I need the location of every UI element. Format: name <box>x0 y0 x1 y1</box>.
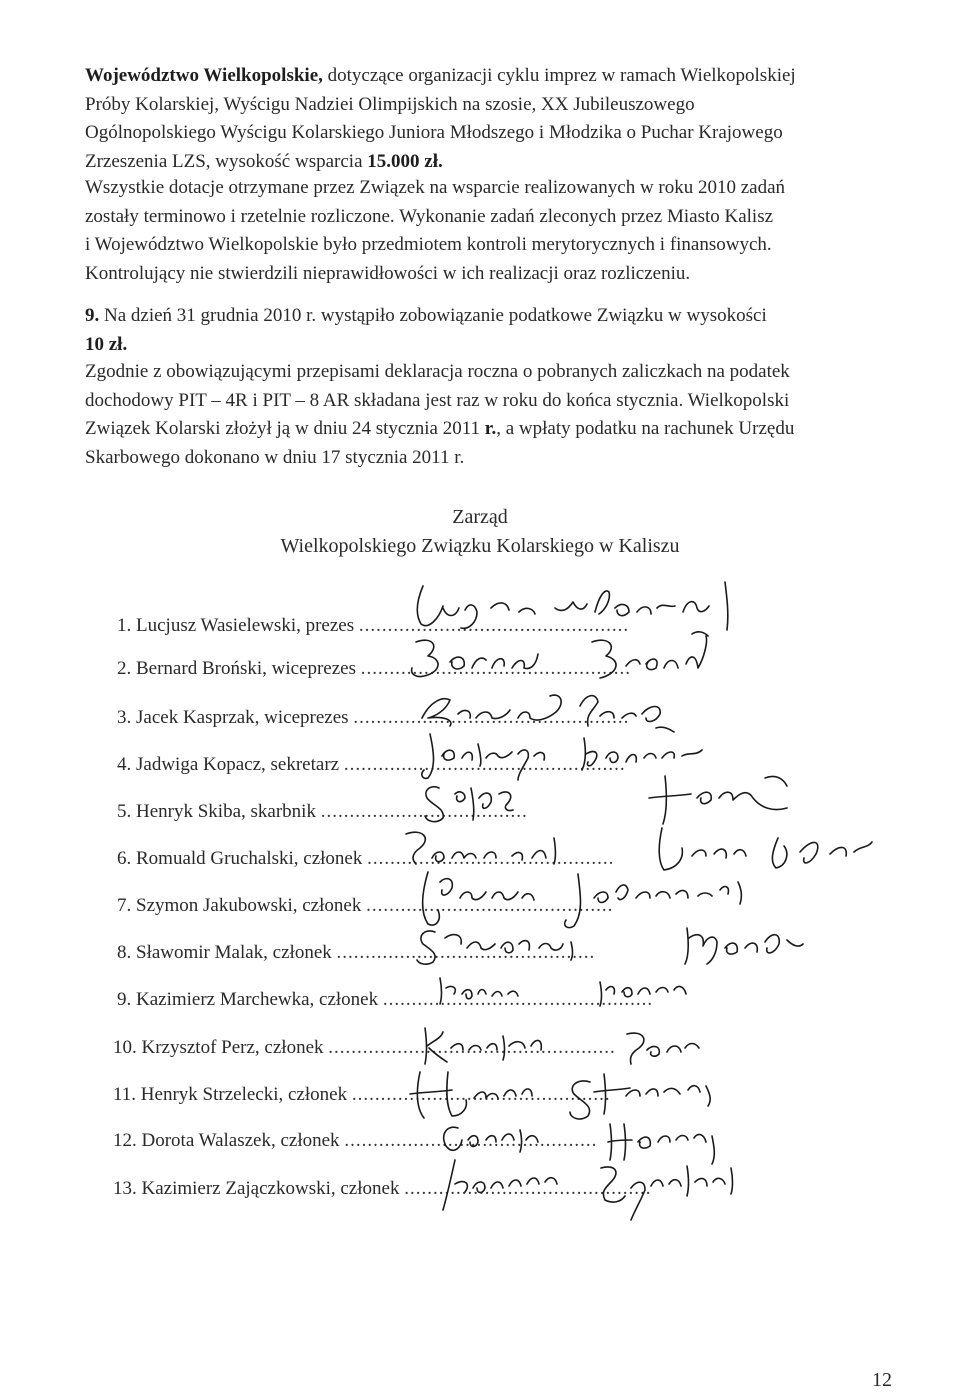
signature-line: ........................................... <box>367 848 615 869</box>
pit-line-3-bold: r. <box>484 418 497 439</box>
signature-8 <box>405 912 805 977</box>
intro-amount: 15.000 zł. <box>367 150 443 172</box>
point-9-text: Na dzień 31 grudnia 2010 r. wystąpiło zobowiązanie podatkowe Związku w wysokości <box>99 305 767 326</box>
signature-line: ................................................. <box>343 754 626 775</box>
member-number: 13. <box>113 1178 137 1199</box>
intro-line-2: Próby Kolarskiej, Wyścigu Nadziei Olimpijskich na szosie, XX Jubileuszowego <box>85 93 695 115</box>
member-number: 4. <box>117 754 132 775</box>
dotacje-line-2: zostały terminowo i rzetelnie rozliczone. Wykonanie zadań zleconych przez Miasto Kalisz <box>85 205 774 227</box>
intro-line-1-rest: dotyczące organizacji cyklu imprez w ramach Wielkopolskiej <box>322 65 796 86</box>
point-9-number: 9. <box>85 305 100 326</box>
dotacje-line-3: i Województwo Wielkopolskie było przedmiotem kontroli merytorycznych i finansowych. <box>85 234 772 255</box>
signature-13 <box>425 1148 765 1228</box>
intro-line-4-pre: Zrzeszenia LZS, wysokość wsparcia <box>85 150 368 172</box>
signature-2 <box>392 628 742 688</box>
zarzad-organization: Wielkopolskiego Związku Kolarskiego w Kaliszu <box>280 535 680 557</box>
member-number: 7. <box>117 895 132 916</box>
signature-line: .................................................. <box>328 1037 616 1058</box>
signature-line: ............................................. <box>336 942 596 963</box>
member-number: 9. <box>117 989 132 1010</box>
member-name: Henryk Skiba, skarbnik <box>136 801 316 822</box>
member-name: Henryk Strzelecki, członek <box>140 1084 348 1105</box>
signature-line: ........................................... <box>366 895 614 916</box>
point-9-line-1 <box>85 302 885 331</box>
signature-line: ............................................... <box>360 658 632 679</box>
member-number: 12. <box>113 1130 137 1151</box>
intro-line-4 <box>85 148 885 177</box>
page-number: 12 <box>872 1369 892 1391</box>
dotacje-paragraph <box>85 174 885 288</box>
member-name: Lucjusz Wasielewski, prezes <box>136 615 355 636</box>
signature-line: ............................................... <box>358 615 630 636</box>
pit-line-3 <box>85 415 885 444</box>
intro-paragraph <box>85 62 885 176</box>
intro-line-3: Ogólnopolskiego Wyścigu Kolarskiego Juniora Młodszego i Młodzika o Puchar Krajowego <box>85 122 783 143</box>
member-name: Romuald Gruchalski, członek <box>136 848 363 869</box>
member-name: Jacek Kasprzak, wiceprezes <box>136 707 349 728</box>
member-number: 8. <box>117 942 132 963</box>
member-name: Kazimierz Zajączkowski, członek <box>141 1178 400 1199</box>
pit-paragraph <box>85 358 885 472</box>
member-name: Dorota Walaszek, członek <box>141 1130 340 1151</box>
member-number: 6. <box>117 848 132 869</box>
signature-9 <box>410 970 710 1015</box>
pit-line-3-pre: Związek Kolarski złożył ją w dniu 24 stycznia 2011 <box>85 418 485 439</box>
pit-line-4: Skarbowego dokonano w dniu 17 stycznia 2011 r. <box>85 446 465 468</box>
member-name: Jadwiga Kopacz, sekretarz <box>136 754 340 775</box>
member-name: Sławomir Malak, członek <box>136 942 332 963</box>
signature-line: ................................................ <box>353 707 630 728</box>
signature-line: .................................... <box>320 801 528 822</box>
member-number: 10. <box>113 1037 137 1058</box>
pit-line-2: dochodowy PIT – 4R i PIT – 8 AR składana jest raz w roku do końca stycznia. Wielkopolski <box>85 389 790 411</box>
member-number: 3. <box>117 707 132 728</box>
dotacje-line-4: Kontrolujący nie stwierdzili nieprawidłowości w ich realizacji oraz rozliczeniu. <box>85 262 691 284</box>
signature-line: ............................................ <box>344 1130 598 1151</box>
point-9-amount: 10 zł. <box>85 333 128 355</box>
signature-line: ............................................... <box>382 989 654 1010</box>
pit-line-1: Zgodnie z obowiązującymi przepisami deklaracja roczna o pobranych zaliczkach na podatek <box>85 361 790 382</box>
member-number: 2. <box>117 658 132 679</box>
member-number: 1. <box>117 615 132 636</box>
intro-line-1 <box>85 62 885 91</box>
member-number: 11. <box>113 1084 137 1105</box>
member-name: Bernard Broński, wiceprezes <box>136 658 357 679</box>
signature-line: ........................................... <box>404 1178 652 1199</box>
member-number: 5. <box>117 801 132 822</box>
member-name: Krzysztof Perz, członek <box>141 1037 324 1058</box>
pit-line-3-post: , a wpłaty podatku na rachunek Urzędu <box>496 418 795 439</box>
intro-bold-lead: Województwo Wielkopolskie, <box>85 65 323 86</box>
zarzad-title: Zarząd <box>452 506 508 528</box>
point-9-paragraph <box>85 302 885 359</box>
signature-line: ............................................. <box>351 1084 611 1105</box>
member-name: Kazimierz Marchewka, członek <box>136 989 379 1010</box>
dotacje-line-1: Wszystkie dotacje otrzymane przez Związek na wsparcie realizowanych w roku 2010 zadań <box>85 177 786 198</box>
member-name: Szymon Jakubowski, członek <box>136 895 362 916</box>
